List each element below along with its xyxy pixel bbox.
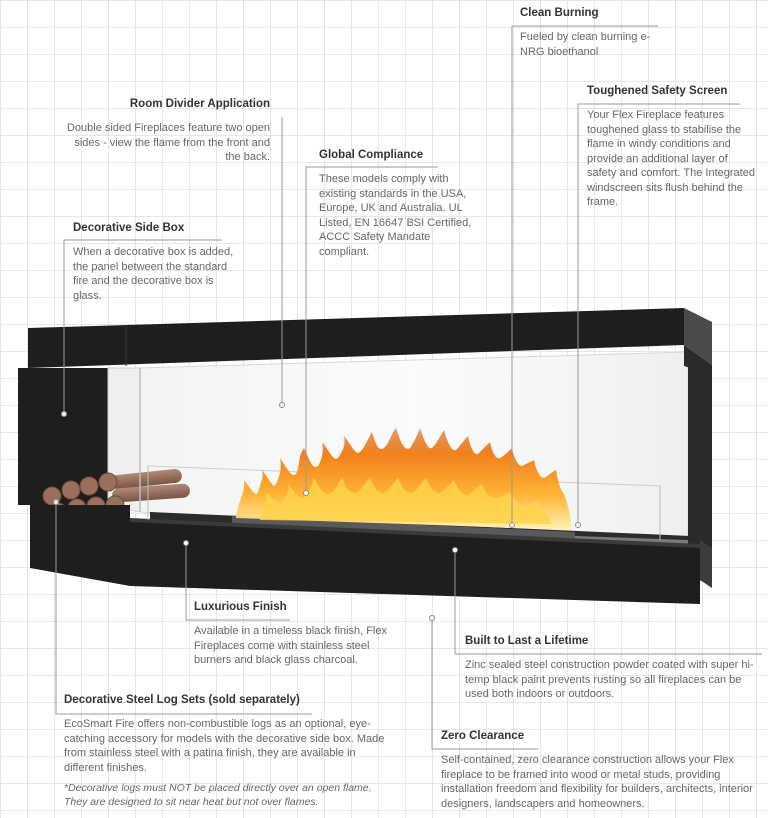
- built-to-last-title: Built to Last a Lifetime: [465, 635, 589, 647]
- luxurious-finish-title: Luxurious Finish: [194, 601, 287, 613]
- annotation-toughened-screen: [587, 85, 759, 210]
- decorative-logs-note: *Decorative logs must NOT be placed directly over an open flame. They are designed to sit near heat but not over flames.: [64, 782, 372, 808]
- built-to-last-body: Zinc sealed steel construction powder coated with super hi-temp black paint prevents rusting so all fireplaces can be used both indoors or outdoors.: [465, 659, 754, 700]
- global-compliance-body: These models comply with existing standards in the USA, Europe, UK and Australia. UL Listed, EN 16647 BSI Certified, ACCC Safety Mandate compliant.: [319, 173, 472, 258]
- decorative-logs-title: Decorative Steel Log Sets (sold separately): [64, 694, 300, 706]
- annotation-clean-burning: [520, 7, 660, 59]
- zero-clearance-title: Zero Clearance: [441, 730, 525, 742]
- annotation-luxurious-finish: [194, 601, 398, 668]
- zero-clearance-body: Self-contained, zero clearance construction allows your Flex fireplace to be framed into wood or metal studs, providing installation freedom and flexibility for builders, architects, interior designers, landscapers and homeowners.: [441, 754, 753, 810]
- decorative-side-box-body: When a decorative box is added, the panel between the standard fire and the decorative box is glass.: [73, 246, 234, 302]
- annotation-built-to-last: [465, 635, 765, 702]
- room-divider-body: Double sided Fireplaces feature two open sides - view the flame from the front and the back.: [66, 122, 270, 163]
- annotation-zero-clearance: [441, 730, 763, 811]
- annotation-decorative-logs: [64, 694, 386, 809]
- annotation-room-divider: [66, 98, 270, 165]
- clean-burning-body: Fueled by clean burning e-NRG bioethanol: [520, 31, 651, 58]
- toughened-screen-body: Your Flex Fireplace features toughened glass to stabilise the flame in windy conditions and provide an additional layer of safety and comfort. The Integrated windscreen sits flush behind the frame.: [587, 109, 755, 208]
- annotation-decorative-side-box: [73, 222, 241, 303]
- clean-burning-title: Clean Burning: [520, 7, 599, 19]
- toughened-screen-title: Toughened Safety Screen: [587, 85, 728, 97]
- decorative-side-box-title: Decorative Side Box: [73, 222, 185, 234]
- decorative-logs-body: EcoSmart Fire offers non-combustible logs as an optional, eye-catching accessory for models with the decorative side box. Made from stainless steel with a patina finish, they are available in different finishes.: [64, 718, 385, 774]
- annotation-global-compliance: [319, 149, 483, 259]
- room-divider-title: Room Divider Application: [129, 98, 270, 110]
- global-compliance-title: Global Compliance: [319, 149, 424, 161]
- luxurious-finish-body: Available in a timeless black finish, Flex Fireplaces come with stainless steel burners and black glass charcoal.: [194, 625, 387, 666]
